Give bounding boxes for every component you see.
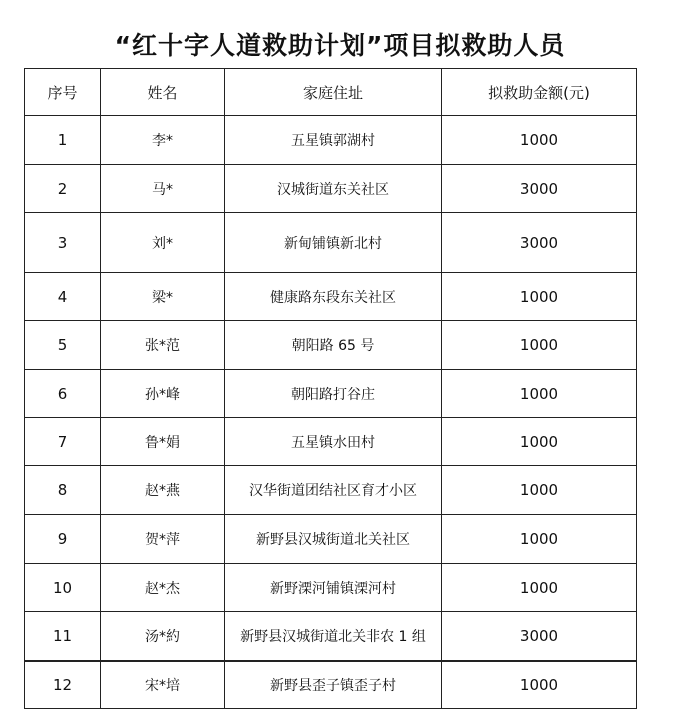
cell-address: 汉城街道东关社区 [225,165,442,213]
cell-address: 新野县歪子镇歪子村 [225,661,442,709]
cell-amount: 1000 [442,661,637,709]
cell-no: 3 [25,213,101,273]
cell-amount: 1000 [442,116,637,165]
cell-amount: 3000 [442,213,637,273]
cell-no: 7 [25,418,101,466]
table-row [25,466,637,515]
cell-amount: 1000 [442,370,637,418]
cell-amount: 1000 [442,273,637,321]
cell-no: 6 [25,370,101,418]
cell-address: 五星镇郭湖村 [225,116,442,165]
cell-name: 鲁*娟 [101,418,225,466]
header-no: 序号 [25,69,101,116]
cell-name: 贺*萍 [101,515,225,564]
cell-amount: 3000 [442,612,637,661]
cell-address: 新野溧河铺镇溧河村 [225,564,442,612]
cell-name: 赵*杰 [101,564,225,612]
page-title: “红十字人道救助计划”项目拟救助人员 [114,31,566,60]
table-row [25,515,637,564]
cell-address: 朝阳路 65 号 [225,321,442,370]
cell-name: 李* [101,116,225,165]
cell-address: 新野县汉城街道北关社区 [225,515,442,564]
table-row [25,116,637,165]
cell-address: 健康路东段东关社区 [225,273,442,321]
cell-name: 马* [101,165,225,213]
cell-name: 刘* [101,213,225,273]
table-row [25,661,637,709]
header-address: 家庭住址 [225,69,442,116]
cell-name: 汤*約 [101,612,225,661]
cell-amount: 1000 [442,515,637,564]
header-amount: 拟救助金额(元) [442,69,637,116]
cell-no: 9 [25,515,101,564]
cell-no: 4 [25,273,101,321]
cell-amount: 1000 [442,564,637,612]
cell-name: 张*范 [101,321,225,370]
cell-amount: 3000 [442,165,637,213]
cell-address: 新野县汉城街道北关非农 1 组 [225,612,442,661]
header-name: 姓名 [101,69,225,116]
cell-name: 赵*燕 [101,466,225,515]
table-row [25,165,637,213]
table-row [25,370,637,418]
aid-recipients-table [24,68,637,709]
table-row [25,273,637,321]
cell-address: 朝阳路打谷庄 [225,370,442,418]
cell-no: 8 [25,466,101,515]
table-row [25,418,637,466]
table-row [25,612,637,661]
cell-no: 2 [25,165,101,213]
table-row [25,321,637,370]
cell-no: 11 [25,612,101,661]
cell-amount: 1000 [442,418,637,466]
cell-amount: 1000 [442,466,637,515]
cell-address: 汉华街道团结社区育才小区 [225,466,442,515]
cell-no: 5 [25,321,101,370]
cell-amount: 1000 [442,321,637,370]
table-row [25,564,637,612]
table-header-row [25,69,637,116]
cell-name: 孙*峰 [101,370,225,418]
cell-no: 12 [25,661,101,709]
cell-name: 宋*培 [101,661,225,709]
cell-address: 五星镇水田村 [225,418,442,466]
cell-no: 1 [25,116,101,165]
cell-address: 新甸铺镇新北村 [225,213,442,273]
table-row [25,213,637,273]
cell-no: 10 [25,564,101,612]
cell-name: 梁* [101,273,225,321]
